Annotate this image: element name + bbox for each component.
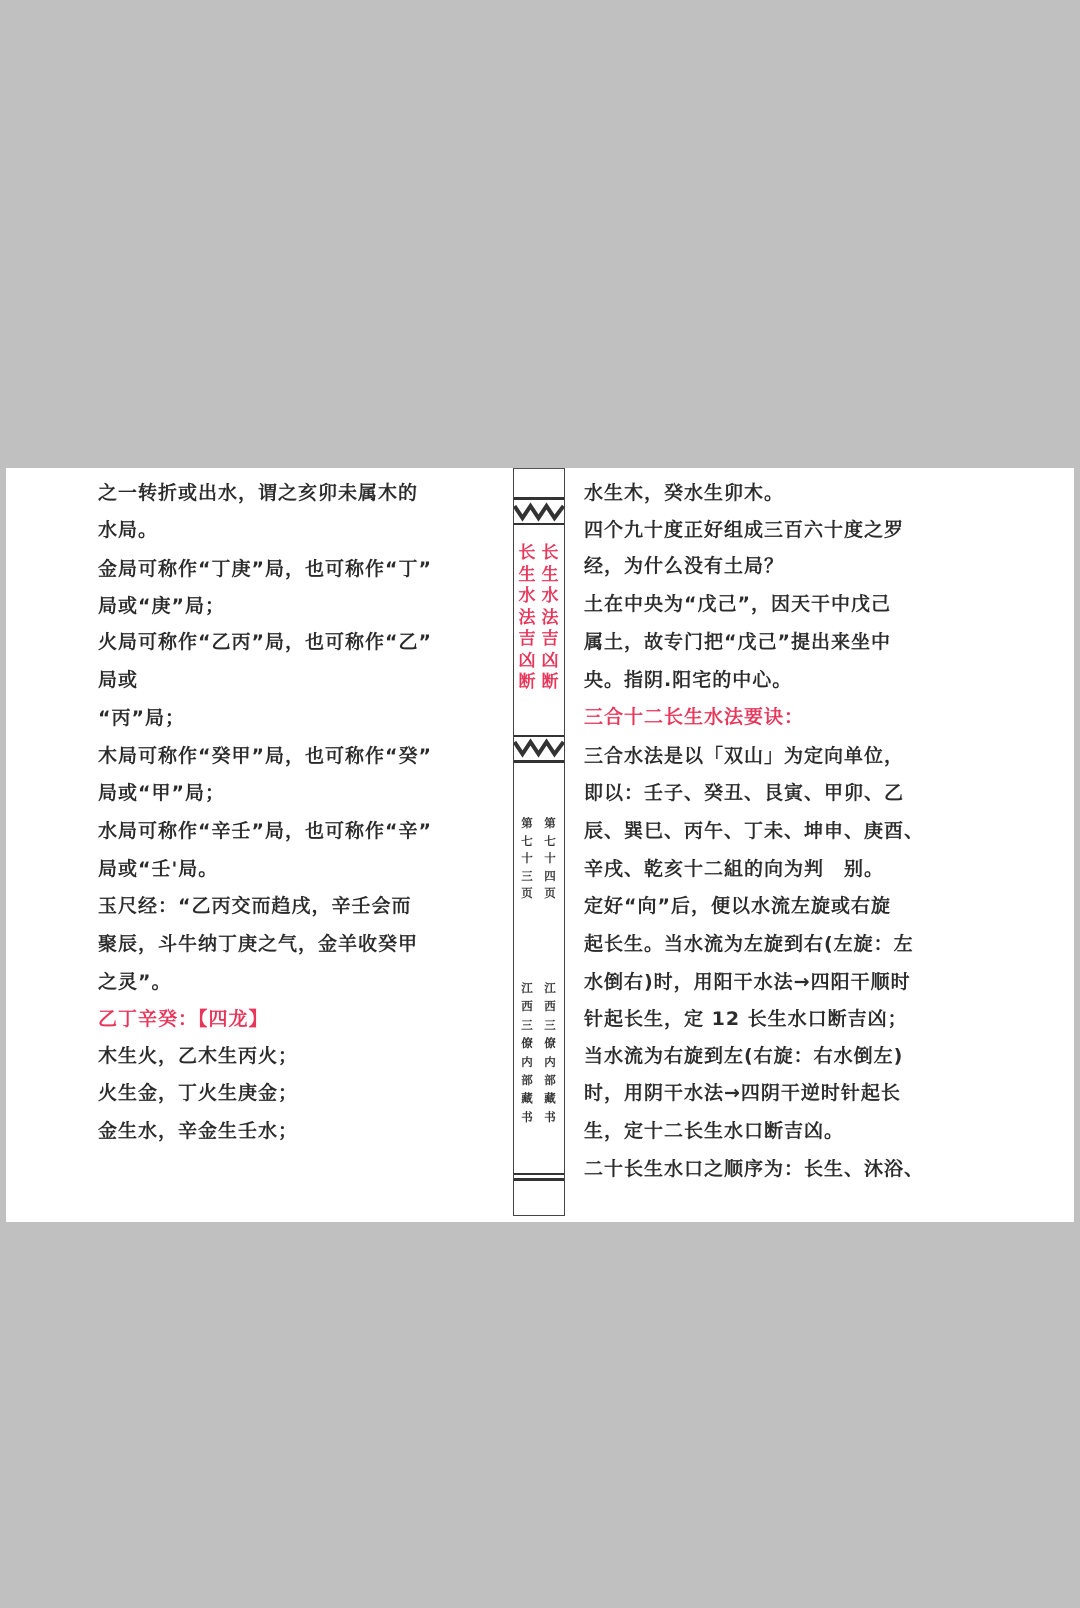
spine-char: 部 xyxy=(544,1073,556,1088)
text-line: 土在中央为“戊己”，因天干中戊己 xyxy=(584,593,891,615)
text-line: 针起长生，定 12 长生水口断吉凶； xyxy=(584,1008,908,1030)
spine-char: 三 xyxy=(521,868,533,883)
text-line: 木生火，乙木生丙火； xyxy=(98,1045,299,1067)
spine-title-left xyxy=(515,543,539,694)
spine-char: 十 xyxy=(521,851,533,866)
spine-char: 书 xyxy=(544,1109,556,1124)
spine-char: 断 xyxy=(541,672,559,692)
text-line: 局或“壬'局。 xyxy=(98,858,219,880)
text-line: 央。指阴.阳宅的中心。 xyxy=(584,669,793,691)
spine-rule xyxy=(514,760,564,763)
text-line: 经，为什么没有土局？ xyxy=(584,555,785,577)
book-page-spread xyxy=(6,468,1074,1222)
spine-page-right xyxy=(540,815,560,903)
spine-zigzag-icon xyxy=(514,738,564,758)
spine-char: 第 xyxy=(544,816,556,830)
spine-char: 吉 xyxy=(541,629,559,649)
text-line: 之灵”。 xyxy=(98,971,172,993)
text-line: 局或 xyxy=(98,669,139,691)
text-line: 局或“庚”局； xyxy=(98,595,225,617)
spine-char: 藏 xyxy=(544,1091,556,1106)
text-line: 起长生。当水流为左旋到右(左旋：左 xyxy=(584,933,914,955)
spine-char: 页 xyxy=(521,886,533,901)
text-line: 玉尺经：“乙丙交而趋戌，辛壬会而 xyxy=(98,895,412,917)
spine-char: 水 xyxy=(518,586,536,606)
spine-char: 僚 xyxy=(521,1036,533,1051)
spine-char: 部 xyxy=(521,1073,533,1088)
spine-char: 四 xyxy=(544,868,556,883)
spine-rule xyxy=(514,735,564,737)
spine-char: 西 xyxy=(544,999,556,1014)
section-heading: 三合十二长生水法要诀： xyxy=(584,706,805,728)
text-line: 火局可称作“乙丙”局，也可称作“乙” xyxy=(98,631,432,653)
text-line: 金生水，辛金生壬水； xyxy=(98,1120,299,1142)
spine-char: 水 xyxy=(541,586,559,606)
spine-char: 内 xyxy=(521,1054,533,1069)
text-line: 水局。 xyxy=(98,519,159,541)
spine-char: 三 xyxy=(544,1017,556,1032)
spine-rule xyxy=(514,497,564,500)
text-line: 金局可称作“丁庚”局，也可称作“丁” xyxy=(98,558,432,580)
text-line: 水生木，癸水生卯木。 xyxy=(584,482,785,504)
text-line: 当水流为右旋到左(右旋：右水倒左) xyxy=(584,1045,904,1067)
spine-char: 藏 xyxy=(521,1091,533,1106)
spine-char: 凶 xyxy=(518,650,536,671)
spine-char: 法 xyxy=(518,607,536,628)
spine-char: 七 xyxy=(544,833,556,848)
spine-char: 吉 xyxy=(518,629,536,649)
spine-source-left xyxy=(517,979,537,1126)
spine-char: 书 xyxy=(521,1109,533,1124)
spine-char: 江 xyxy=(544,981,556,995)
text-line: 属土，故专门把“戊己”提出来坐中 xyxy=(584,631,891,653)
spine-char: 第 xyxy=(521,816,533,830)
spine-char: 生 xyxy=(518,564,536,585)
spine-char: 内 xyxy=(544,1054,556,1069)
text-line: 火生金，丁火生庚金； xyxy=(98,1082,299,1104)
text-line: 生，定十二长生水口断吉凶。 xyxy=(584,1120,845,1142)
section-heading: 乙丁辛癸：【四龙】 xyxy=(98,1008,269,1030)
spine-char: 长 xyxy=(518,543,536,563)
text-line: 辰、巽巳、丙午、丁未、坤申、庚酉、 xyxy=(584,820,925,842)
spine-rule xyxy=(514,523,564,525)
spine-char: 西 xyxy=(521,999,533,1014)
book-spine xyxy=(513,468,565,1216)
text-line: “丙”局； xyxy=(98,707,185,729)
text-line: 四个九十度正好组成三百六十度之罗 xyxy=(584,519,905,541)
spine-zigzag-icon xyxy=(514,502,564,522)
text-line: 木局可称作“癸甲”局，也可称作“癸” xyxy=(98,745,432,767)
spine-source-right xyxy=(540,979,560,1126)
text-line: 局或“甲”局； xyxy=(98,782,225,804)
text-line: 水局可称作“辛壬”局，也可称作“辛” xyxy=(98,820,432,842)
text-line: 三合水法是以「双山」为定向单位， xyxy=(584,745,905,767)
spine-rule xyxy=(514,1178,564,1181)
spine-page-left xyxy=(517,815,537,903)
text-line: 聚辰，斗牛纳丁庚之气，金羊收癸甲 xyxy=(98,933,419,955)
spine-rule xyxy=(514,1173,564,1175)
spine-char: 页 xyxy=(544,886,556,901)
spine-title-right xyxy=(538,543,562,694)
spine-char: 七 xyxy=(521,833,533,848)
text-line: 之一转折或出水，谓之亥卯未属木的 xyxy=(98,482,419,504)
text-line: 水倒右)时，用阳干水法→四阳干顺时 xyxy=(584,971,911,993)
text-line: 定好“向”后，便以水流左旋或右旋 xyxy=(584,895,891,917)
spine-char: 断 xyxy=(518,672,536,692)
spine-char: 三 xyxy=(521,1017,533,1032)
text-line: 即以：壬子、癸丑、艮寅、甲卯、乙 xyxy=(584,782,905,804)
spine-char: 凶 xyxy=(541,650,559,671)
spine-char: 江 xyxy=(521,981,533,995)
text-line: 辛戌、乾亥十二組的向为判 别。 xyxy=(584,858,885,880)
spine-char: 法 xyxy=(541,607,559,628)
spine-char: 僚 xyxy=(544,1036,556,1051)
text-line: 二十长生水口之顺序为：长生、沐浴、 xyxy=(584,1158,925,1180)
spine-char: 生 xyxy=(541,564,559,585)
spine-char: 十 xyxy=(544,851,556,866)
spine-char: 长 xyxy=(541,543,559,563)
text-line: 时，用阴干水法→四阴干逆时针起长 xyxy=(584,1082,901,1104)
